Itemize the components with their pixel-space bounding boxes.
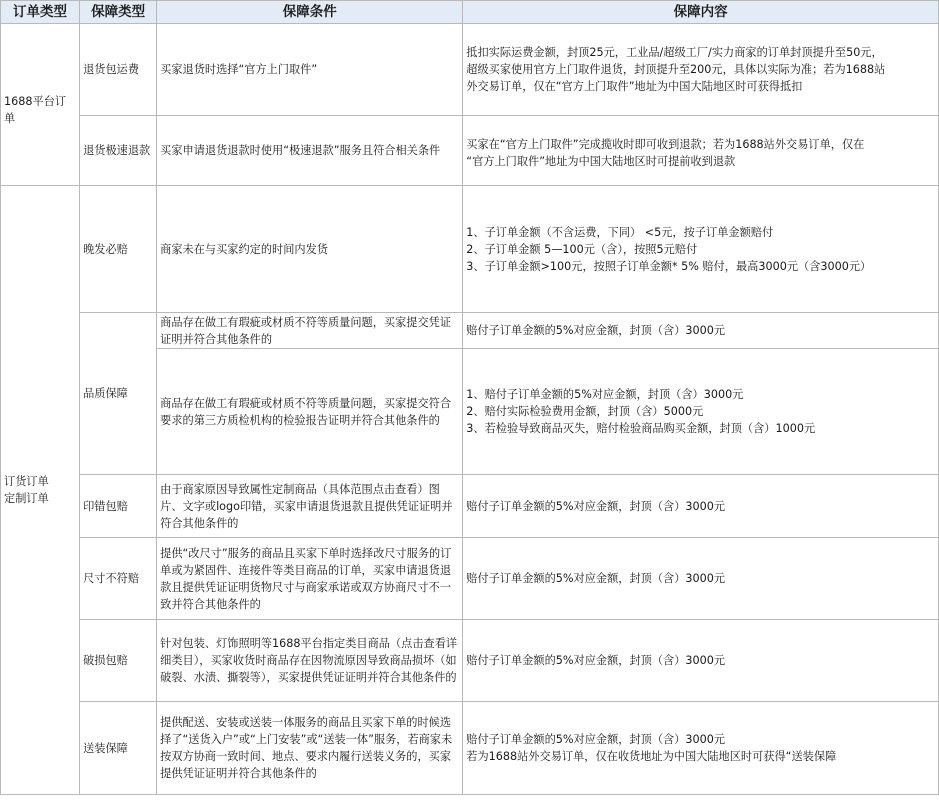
condition-cell: 针对包装、灯饰照明等1688平台指定类目商品（点击查看详细类目），买家收货时商品存在因物流原因导致商品损坏（如破裂、水渍、撕裂等），买家提供凭证证明并符合其他条件的 [157,620,463,702]
content-line: 外交易订单，仅在“官方上门取件”地址为中国大陆地区时可获得抵扣 [466,80,803,93]
table-row [1,116,939,186]
content-cell [463,313,939,349]
header-row [1,1,939,24]
order-type-cell [1,24,80,186]
content-cell [463,702,939,795]
order-type-cell [1,186,80,795]
guarantee-type-cell: 破损包赔 [80,620,157,702]
content-line: 赔付子订单金额的5%对应金额，封顶（含）3000元 [466,324,726,337]
guarantee-type-cell: 晚发必赔 [80,186,157,313]
content-cell [463,24,939,116]
table-row [1,538,939,620]
table-row [1,702,939,795]
table-row [1,186,939,313]
content-cell [463,475,939,538]
content-line: 1、子订单金额（不含运费，下同） <5元，按子订单金额赔付 [466,225,774,239]
table-row [1,313,939,349]
order-type-label: 1688平台订单 [4,94,67,125]
condition-cell: 买家申请退货退款时使用“极速退款”服务且符合相关条件 [157,116,463,186]
header-guarantee-type: 保障类型 [80,1,157,24]
content-line: 抵扣实际运费金额，封顶25元，工业品/超级工厂/实力商家的订单封顶提升至50元， [466,46,883,59]
condition-cell: 商家未在与买家约定的时间内发货 [157,186,463,313]
content-line: 赔付子订单金额的5%对应金额，封顶（含）3000元 [466,733,726,746]
content-line: 1、赔付子订单金额的5%对应金额，封顶（含）3000元 [466,388,744,401]
content-cell [463,349,939,475]
content-line: 2、赔付实际检验费用金额，封顶（含）5000元 [466,405,704,418]
header-content: 保障内容 [463,1,939,24]
condition-cell: 买家退货时选择“官方上门取件” [157,24,463,116]
order-type-label: 订货订单 [4,475,49,488]
content-line: 赔付子订单金额的5%对应金额，封顶（含）3000元 [466,654,726,667]
condition-cell: 提供“改尺寸”服务的商品且买家下单时选择改尺寸服务的订单或为紧固件、连接件等类目商品的订单，买家申请退货退款且提供凭证证明货物尺寸与商家承诺或双方协商尺寸不一致并符合其他条件的 [157,538,463,620]
guarantee-type-cell: 尺寸不符赔 [80,538,157,620]
content-line: 若为1688站外交易订单，仅在收货地址为中国大陆地区时可获得“送装保障 [466,750,837,763]
header-condition: 保障条件 [157,1,463,24]
header-order-type: 订单类型 [1,1,80,24]
table-row [1,475,939,538]
content-line: “官方上门取件”地址为中国大陆地区时可提前收到退款 [466,155,736,168]
order-type-label: 定制订单 [4,492,49,505]
content-cell [463,186,939,313]
content-line: 3、若检验导致商品灭失，赔付检验商品购买金额，封顶（含）1000元 [466,422,816,435]
table-row [1,24,939,116]
content-line: 赔付子订单金额的5%对应金额，封顶（含）3000元 [466,499,726,513]
guarantee-type-cell: 退货包运费 [80,24,157,116]
guarantee-type-cell: 品质保障 [80,313,157,475]
guarantee-type-cell: 送装保障 [80,702,157,795]
content-cell [463,620,939,702]
table-row [1,620,939,702]
condition-cell: 商品存在做工有瑕疵或材质不符等质量问题，买家提交符合要求的第三方质检机构的检验报告证明并符合其他条件的 [157,349,463,475]
condition-cell: 提供配送、安装或送装一体服务的商品且买家下单的时候选择了“送货入户”或“上门安装”或“送装一体”服务，若商家未按双方协商一致时间、地点、要求内履行送装义务的，买家提供凭证证明并符合其他条件的 [157,702,463,795]
condition-cell: 商品存在做工有瑕疵或材质不符等质量问题，买家提交凭证证明并符合其他条件的 [157,313,463,349]
content-cell [463,538,939,620]
content-cell [463,116,939,186]
content-line: 超级买家使用官方上门取件退货，封顶提升至200元，具体以实际为准；若为1688站 [466,63,886,76]
content-line: 3、子订单金额>100元，按照子订单金额* 5% 赔付，最高3000元（含3000元） [466,259,872,273]
guarantee-type-cell: 印错包赔 [80,475,157,538]
content-line: 2、子订单金额 5—100元（含），按照5元赔付 [466,242,698,256]
content-line: 买家在“官方上门取件”完成揽收时即可收到退款；若为1688站外交易订单，仅在 [466,138,865,151]
content-line: 赔付子订单金额的5%对应金额，封顶（含）3000元 [466,572,726,585]
condition-cell: 由于商家原因导致属性定制商品（具体范围点击查看）图片、文字或logo印错，买家申请退货退款且提供凭证证明并符合其他条件的 [157,475,463,538]
guarantee-type-cell: 退货极速退款 [80,116,157,186]
